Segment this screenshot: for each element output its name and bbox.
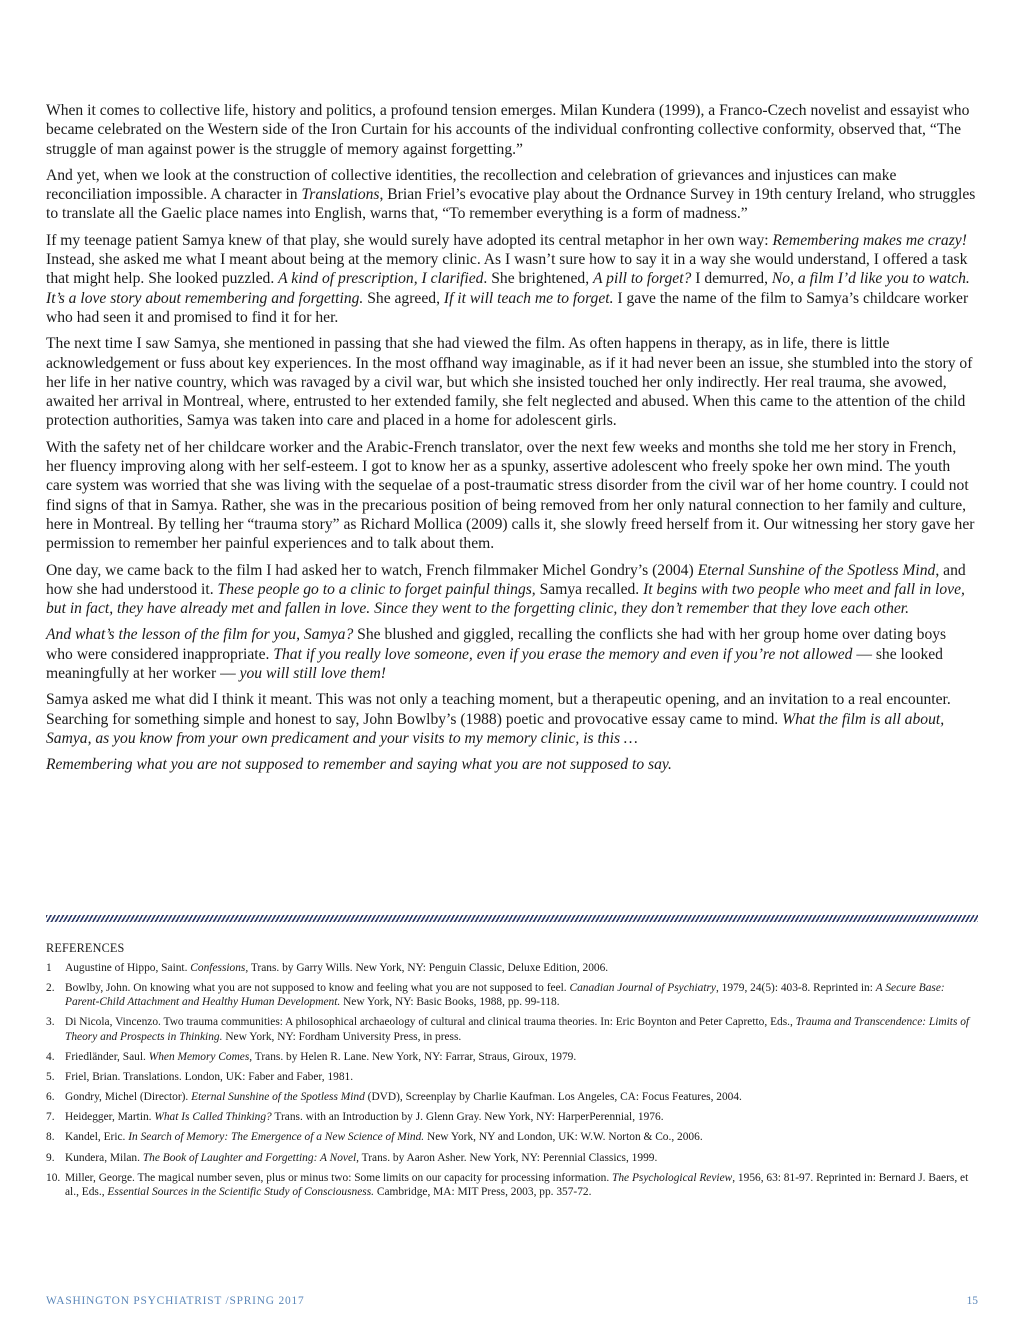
italic-run: If it will teach me to forget.: [443, 289, 614, 307]
paragraph-2: [46, 166, 976, 224]
reference-number: 6.: [46, 1091, 55, 1104]
paragraph-9: [46, 755, 976, 774]
italic-run: That if you really love someone, even if you erase the memory and even if you’re not allowed: [273, 645, 853, 663]
text-run: — she looked meaningfully at her worker —: [46, 645, 943, 683]
reference-item: [46, 1151, 976, 1166]
text-run: Kundera, Milan.: [65, 1151, 143, 1164]
text-run: Trans. by Garry Wills. New York, NY: Penguin Classic, Deluxe Edition, 2006.: [248, 961, 609, 974]
reference-item: [46, 1090, 976, 1105]
text-run: Kandel, Eric.: [65, 1131, 129, 1144]
reference-item: [46, 961, 976, 976]
reference-number: 5.: [46, 1071, 55, 1084]
italic-run: A pill to forget?: [593, 270, 692, 288]
paragraph-5-text: With the safety net of her childcare worker and the Arabic-French translator, over the next few weeks and months she told me her story in French, her fluency improving along with her self-esteem. I got to know her as a spunky, assertive adolescent who freely spoke her own mind. The youth care system was worried that she was living with the sequelae of a post-traumatic stress disorder from the civil war of her home country. I could not find signs of that in Samya. Rather, she was in the precarious position of being removed from her only natural connection to her family and culture, here in Montreal. By telling her “trauma story” as Richard Mollica (2009) calls it, she slowly freed herself from it. Our witnessing her story gave her permission to remember her painful experiences and to talk about them.: [46, 438, 975, 553]
text-run: (DVD), Screenplay by Charlie Kaufman. Los Angeles, CA: Focus Features, 2004.: [364, 1091, 742, 1104]
reference-number: 7.: [46, 1111, 55, 1124]
italic-run: you will still love them!: [239, 665, 386, 683]
text-run: , and how she had understood it.: [46, 561, 966, 598]
paragraph-4-text: The next time I saw Samya, she mentioned in passing that she had viewed the film. As often happens in therapy, as in life, there is little acknowledgement or fuss about key experiences. In the most offhand way imaginable, as if it had never been an issue, she stumbled into the story of her life in her native country, which was ravaged by a civil war, but which she insisted touched her only indirectly. Her real trauma, she avowed, awaited her arrival in Montreal, where, entrusted to her extended family, she felt neglected and abused. When this came to the attention of the child protection authorities, Samya was taken into care and placed in a home for adolescent girls.: [46, 335, 973, 430]
text-run: , Brian Friel’s evocative play about the Ordnance Survey in 19th century Ireland, who struggles to translate all the Gaelic place names into English, warns that, “To remember everything is a form of madness.”: [46, 186, 976, 223]
text-run: Trans. with an Introduction by J. Glenn Gray. New York, NY: HarperPerennial, 1976.: [271, 1111, 664, 1124]
reference-item: [46, 1070, 976, 1085]
italic-run: Remembering makes me crazy!: [772, 231, 967, 249]
reference-item: [46, 1050, 976, 1065]
text-run: Friel, Brian. Translations. London, UK: Faber and Faber, 1981.: [65, 1071, 354, 1084]
paragraph-1-text: When it comes to collective life, history and politics, a profound tension emerges. Milan Kundera (1999), a Franco-Czech novelist and essayist who became celebrated on the Western side of the Iron Curtain for his accounts of the individual confronting collective conformity, observed that, “The struggle of man against power is the struggle of memory against forgetting.”: [46, 102, 970, 158]
italic-run: Canadian Journal of Psychiatry: [569, 981, 716, 994]
publication-name: WASHINGTON PSYCHIATRIST /SPRING 2017: [46, 1295, 305, 1307]
italic-run: In Search of Memory: The Emergence of a New Science of Mind.: [128, 1131, 425, 1144]
paragraph-3: [46, 231, 976, 327]
reference-number: 10.: [46, 1171, 61, 1184]
italic-run: The Psychological Review: [612, 1171, 733, 1184]
text-run: Instead, she asked me what I meant about being at the memory clinic. As I wasn’t sure how to say it in a way she would understand, I offered a task that might help. She looked puzzled.: [46, 251, 968, 288]
paragraph-7: [46, 625, 976, 683]
italic-run: The Book of Laughter and Forgetting: A Novel,: [142, 1151, 360, 1164]
paragraph-5: [46, 438, 976, 554]
closing-line: Remembering what you are not supposed to remember and saying what you are not supposed to say.: [46, 756, 672, 774]
text-run: Trans. by Aaron Asher. New York, NY: Perennial Classics, 1999.: [359, 1151, 658, 1164]
reference-number: 4.: [46, 1051, 55, 1064]
text-run: , 1956, 63: 81-97. Reprinted in: Bernard J. Baers, et al., Eds.,: [65, 1171, 969, 1199]
italic-run: Essential Sources in the Scientific Study of Consciousness.: [107, 1186, 374, 1199]
italic-run: Eternal Sunshine of the Spotless Mind: [697, 561, 936, 579]
reference-number: 3.: [46, 1016, 55, 1029]
hatched-divider: [46, 915, 978, 922]
text-run: If my teenage patient Samya knew of that play, she would surely have adopted its central metaphor in her own way:: [46, 231, 773, 249]
text-run: New York, NY and London, UK: W.W. Norton & Co., 2006.: [424, 1131, 703, 1144]
italic-run: A Secure Base: Parent-Child Attachment and Healthy Human Development.: [65, 981, 945, 1009]
page-number: 15: [966, 1295, 978, 1307]
references-section: [46, 941, 976, 1205]
references-heading: REFERENCES: [46, 941, 125, 955]
text-run: Augustine of Hippo, Saint.: [65, 961, 191, 974]
text-run: New York, NY: Fordham University Press, in press.: [222, 1030, 462, 1043]
text-run: Miller, George. The magical number seven, plus or minus two: Some limits on our capacity for processing information.: [65, 1171, 613, 1184]
reference-item: [46, 981, 976, 1010]
paragraph-4: [46, 334, 976, 430]
text-run: New York, NY: Basic Books, 1988, pp. 99-118.: [340, 996, 560, 1009]
italic-run: What Is Called Thinking?: [154, 1111, 272, 1124]
italic-run: Translations: [301, 186, 380, 204]
italic-run: No, a film I’d like you to watch. It’s a love story about remembering and forgetting.: [46, 270, 970, 307]
italic-run: What the film is all about, Samya, as you know from your own predicament and your visits to my memory clinic, is this …: [46, 710, 945, 747]
text-run: I demurred,: [691, 270, 772, 288]
italic-run: A kind of prescription, I clarified: [278, 270, 484, 288]
reference-item: [46, 1015, 976, 1044]
text-run: Heidegger, Martin.: [65, 1111, 155, 1124]
reference-number: 1: [46, 961, 52, 974]
text-run: Samya asked me what did I think it meant. This was not only a teaching moment, but a therapeutic opening, and an invitation to a real encounter. Searching for something simple and honest to say, John Bowlby’s (1988) poetic and provocative essay came to mind.: [46, 691, 951, 728]
reference-number: 9.: [46, 1151, 55, 1164]
text-run: , Trans. by Helen R. Lane. New York, NY: Farrar, Straus, Giroux, 1979.: [249, 1051, 577, 1064]
italic-run: Eternal Sunshine of the Spotless Mind: [191, 1091, 365, 1104]
text-run: Bowlby, John. On knowing what you are not supposed to know and feeling what you are not supposed to feel.: [65, 981, 570, 994]
text-run: I gave the name of the film to Samya’s childcare worker who had seen it and promised to find it for her.: [46, 289, 969, 326]
italic-run: These people go to a clinic to forget painful things,: [217, 580, 536, 598]
text-run: She blushed and giggled, recalling the conflicts she had with her group home over dating boys who were considered inappropriate.: [46, 626, 947, 663]
text-run: She agreed,: [363, 289, 444, 307]
italic-run: And what’s the lesson of the film for you, Samya?: [46, 626, 354, 644]
paragraph-1: [46, 101, 976, 159]
text-run: . She brightened,: [483, 270, 593, 288]
italic-run: It begins with two people who meet and fall in love, but in fact, they have already met and fallen in love. Since they went to the forgetting clinic, they don’t remember that they love each other.: [46, 580, 965, 618]
reference-item: [46, 1110, 976, 1125]
paragraph-6: [46, 561, 976, 619]
text-run: , 1979, 24(5): 403-8. Reprinted in:: [715, 981, 876, 994]
references-list: [46, 961, 976, 1200]
text-run: Gondry, Michel (Director).: [65, 1091, 192, 1104]
reference-number: 8.: [46, 1131, 55, 1144]
text-run: One day, we came back to the film I had asked her to watch, French filmmaker Michel Gondry’s (2004): [46, 561, 698, 579]
reference-item: [46, 1130, 976, 1145]
reference-item: [46, 1171, 976, 1200]
text-run: And yet, when we look at the construction of collective identities, the recollection and celebration of grievances and injustices can make reconciliation impossible. A character in: [46, 166, 897, 204]
text-run: Di Nicola, Vincenzo. Two trauma communities: A philosophical archaeology of cultural and clinical trauma theories. In: Eric Boynton and Peter Capretto, Eds.,: [65, 1016, 796, 1029]
italic-run: When Memory Comes: [148, 1051, 250, 1064]
text-run: Samya recalled.: [535, 580, 644, 598]
italic-run: Confessions,: [190, 961, 249, 974]
article-body: [46, 101, 976, 782]
text-run: Cambridge, MA: MIT Press, 2003, pp. 357-72.: [374, 1186, 592, 1199]
italic-run: Trauma and Transcendence: Limits of Theory and Prospects in Thinking.: [65, 1016, 970, 1043]
text-run: Friedländer, Saul.: [65, 1051, 149, 1064]
reference-number: 2.: [46, 981, 55, 994]
paragraph-8: [46, 690, 976, 748]
